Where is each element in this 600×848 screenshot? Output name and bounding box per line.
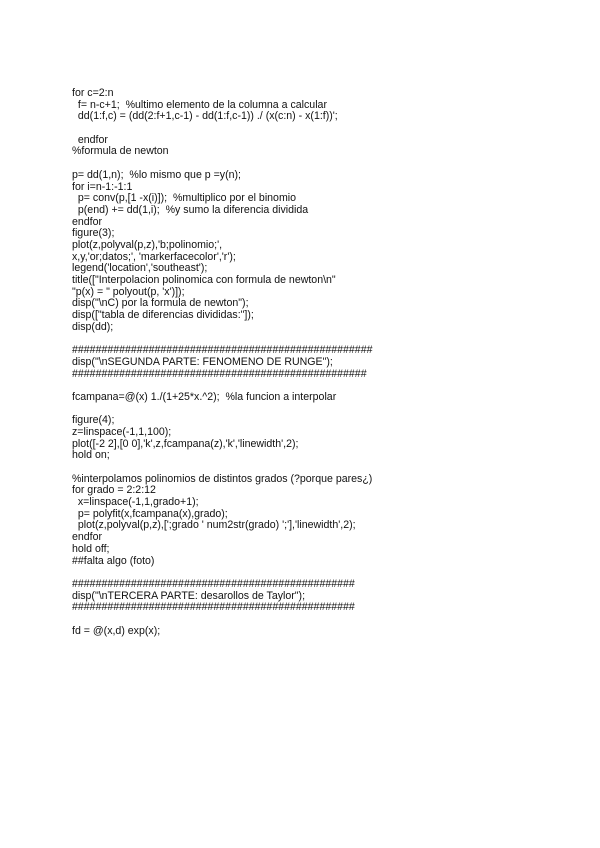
code-line: figure(4); <box>72 414 115 427</box>
code-line: dd(1:f,c) = (dd(2:f+1,c-1) - dd(1:f,c-1)) ./ (x(c:n) - x(1:f))'; <box>72 110 338 123</box>
code-line: legend('location','southeast'); <box>72 262 208 275</box>
code-line: disp("\nTERCERA PARTE: desarollos de Taylor"); <box>72 589 306 602</box>
code-line: p= dd(1,n); %lo mismo que p =y(n); <box>72 168 241 181</box>
code-line: disp(["tabla de diferencias divididas:"]); <box>72 309 254 322</box>
code-line: p(end) += dd(1,i); %y sumo la diferencia dividida <box>72 203 309 216</box>
code-line: disp(dd); <box>72 320 114 333</box>
code-line: fd = @(x,d) exp(x); <box>72 624 161 637</box>
code-line: hold off; <box>72 542 110 555</box>
code-line: x=linspace(-1,1,grado+1); <box>72 496 199 509</box>
code-line <box>72 123 572 135</box>
code-line: ################################################## <box>72 367 367 380</box>
code-line: fcampana=@(x) 1./(1+25*x.^2); %la funcion a interpolar <box>72 390 337 403</box>
code-line: endfor <box>72 215 103 228</box>
code-line <box>72 404 572 416</box>
code-line: disp("\nSEGUNDA PARTE: FENOMENO DE RUNGE"); <box>72 355 333 368</box>
code-line: f= n-c+1; %ultimo elemento de la columna a calcular <box>72 98 327 111</box>
code-line: %interpolamos polinomios de distintos grados (?porque pares¿) <box>72 472 373 485</box>
code-line: x,y,'or;datos;', 'markerfacecolor','r'); <box>72 250 236 263</box>
code-line <box>72 614 572 626</box>
code-line: ################################################### <box>72 344 373 357</box>
code-line: ################################################ <box>72 577 355 590</box>
code-line: plot(z,polyval(p,z),'b;polinomio;', <box>72 238 223 251</box>
code-line: z=linspace(-1,1,100); <box>72 425 172 438</box>
code-line: plot([-2 2],[0 0],'k',z,fcampana(z),'k','linewidth',2); <box>72 437 299 450</box>
code-line: disp("\nC) por la formula de newton"); <box>72 297 249 310</box>
code-line: for c=2:n <box>72 87 114 99</box>
code-line: hold on; <box>72 449 110 462</box>
code-line <box>72 462 572 474</box>
code-line: ##falta algo (foto) <box>72 554 155 567</box>
code-line: p= polyfit(x,fcampana(x),grado); <box>72 507 228 520</box>
code-line: endfor <box>72 133 108 146</box>
code-line: figure(3); <box>72 227 115 240</box>
code-line: for grado = 2:2:12 <box>72 484 156 497</box>
code-line: "p(x) = " polyout(p, 'x')]); <box>72 285 185 298</box>
code-listing <box>72 88 572 637</box>
code-line: plot(z,polyval(p,z),[';grado ' num2str(grado) ';'],'linewidth',2); <box>72 519 356 532</box>
code-line: ################################################ <box>72 601 355 614</box>
code-line: for i=n-1:-1:1 <box>72 180 133 193</box>
code-line: title(["Interpolacion polinomica con formula de newton\n" <box>72 274 336 286</box>
code-line: endfor <box>72 531 103 544</box>
code-line: %formula de newton <box>72 145 169 158</box>
code-line: p= conv(p,[1 -x(i)]); %multiplico por el binomio <box>72 192 297 205</box>
